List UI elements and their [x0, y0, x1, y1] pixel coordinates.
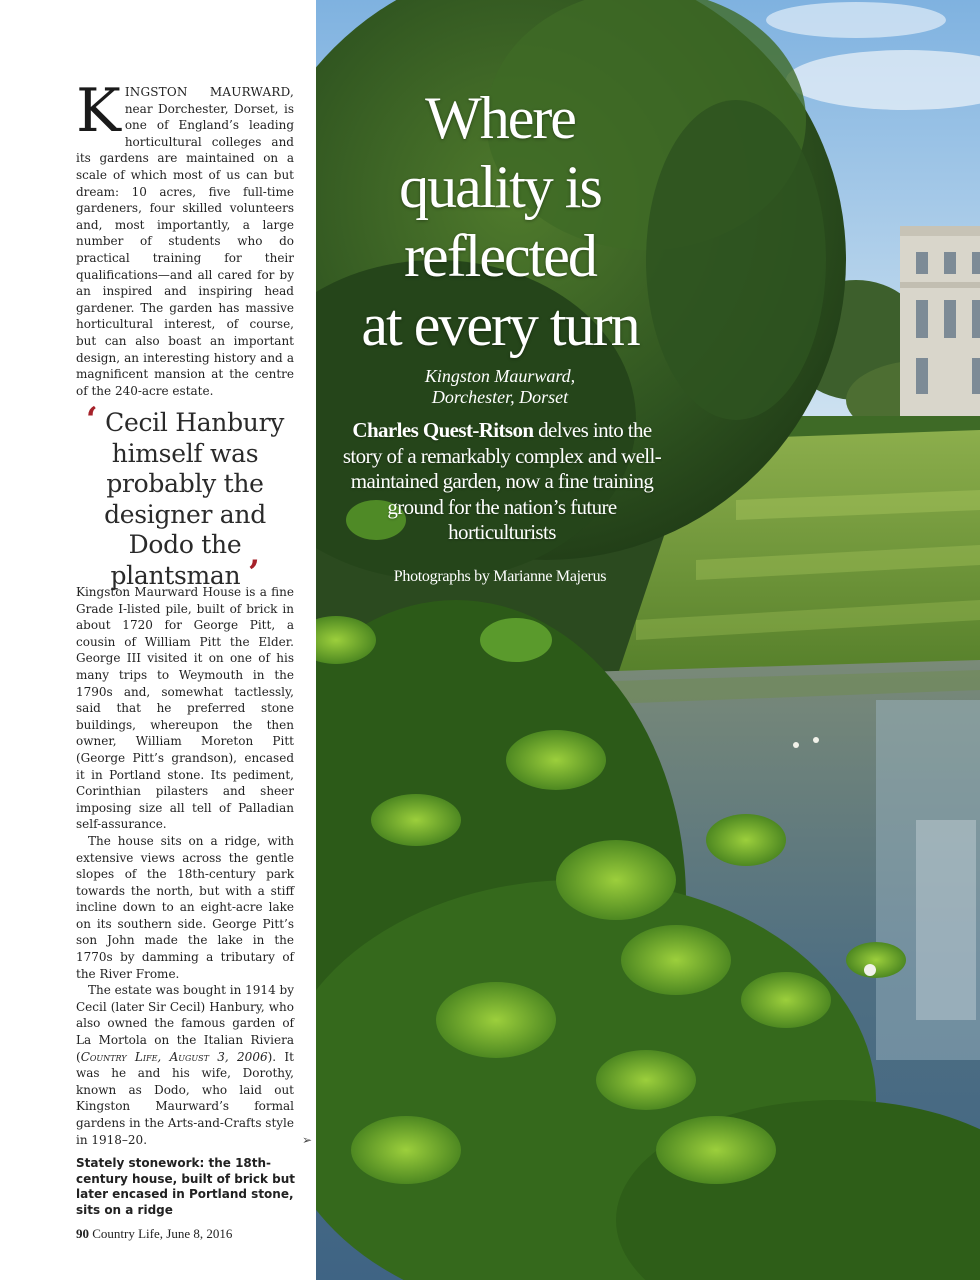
headline — [316, 84, 684, 360]
mansion — [892, 226, 980, 434]
pull-quote-text: Cecil Hanbury himself was probably the designer and Dodo the plantsman — [104, 408, 285, 590]
headline-line-1: Where — [425, 85, 575, 151]
continue-arrow-icon: ➢ — [301, 1132, 312, 1147]
close-quote-icon: ’ — [248, 552, 260, 593]
photo-credit: Photographs by Marianne Majerus — [393, 568, 607, 585]
standfirst-text: delves into the story of a remarkably complex and well-maintained garden, now a fine training ground for the nation’s future horticulturists — [342, 418, 662, 544]
body-paragraph-2: The house sits on a ridge, with extensive views across the gentle slopes of the 18th-century park towards the north, but with a stiff incline down to an eight-acre lake on its southern side. George Pitt’s son John made the lake in the 1770s by damming a tributary of the River Frome. — [76, 833, 294, 981]
drop-cap: K — [76, 76, 121, 146]
location-line-1: Kingston Maurward, — [424, 366, 576, 386]
body-paragraph-1: Kingston Maurward House is a fine Grade I-listed pile, built of brick in about 1720 for George Pitt, a cousin of William Pitt the Elder. George III visited it on one of his many trips to Weymouth in the 1790s and, somewhat tactlessly, said that he preferred stone buildings, whereupon the then owner, William Moreton Pitt (George Pitt’s grandson), encased it in Portland stone. Its pediment, Corinthian pilasters and sheer imposing size all tell of Palladian self-assurance. — [76, 585, 294, 832]
p3-text-a: The estate was bought in 1914 by Cecil (later Sir Cecil) Hanbury, who also owned the famous garden of La Mortola on the Italian Riviera ( — [76, 983, 294, 1064]
intro-lead: INGSTON MAURWARD, — [124, 85, 294, 99]
p3-text-b: ). It was he and his wife, Dorothy, known as Dodo, who laid out Kingston Maurward’s formal gardens in the Arts-and-Crafts style in 1918–20. — [76, 1049, 294, 1147]
text-column — [0, 0, 316, 1280]
pull-quote — [76, 400, 294, 593]
author: Charles Quest-Ritson — [352, 418, 534, 442]
folio-text: Country Life, June 8, 2016 — [89, 1226, 233, 1241]
article-body — [76, 584, 312, 1148]
headline-line-4: at every turn — [361, 292, 639, 358]
headline-line-2: quality is — [399, 154, 601, 220]
standfirst — [334, 418, 670, 546]
page-number: 90 — [76, 1226, 89, 1241]
open-quote-icon: ‘ — [85, 400, 98, 440]
photo-caption: Stately stonework: the 18th-century house, built of brick but later encased in Portland stone, sits on a ridge — [76, 1156, 296, 1217]
folio — [76, 1226, 232, 1242]
magazine-reference: Country Life, August 3, 2006 — [80, 1049, 268, 1064]
intro-paragraph — [76, 76, 294, 399]
intro-text: near Dorchester, Dorset, is one of England’s leading horticultural colleges and its gardens are maintained on a scale of which most of us can but dream: 10 acres, five full-time gardeners, four skilled volunteers and, most importantly, a large number of students who do practical training for their qualifications—and all cared for by an inspired and inspiring head gardener. The garden has massive horticultural interest, of course, but can also boast an important design, an interesting history and a magnificent mansion at the centre of the 240-acre estate. — [76, 101, 294, 398]
headline-line-3: reflected — [404, 223, 596, 289]
body-paragraph-3 — [76, 982, 312, 1148]
location — [330, 366, 670, 408]
location-line-2: Dorchester, Dorset — [431, 387, 569, 407]
